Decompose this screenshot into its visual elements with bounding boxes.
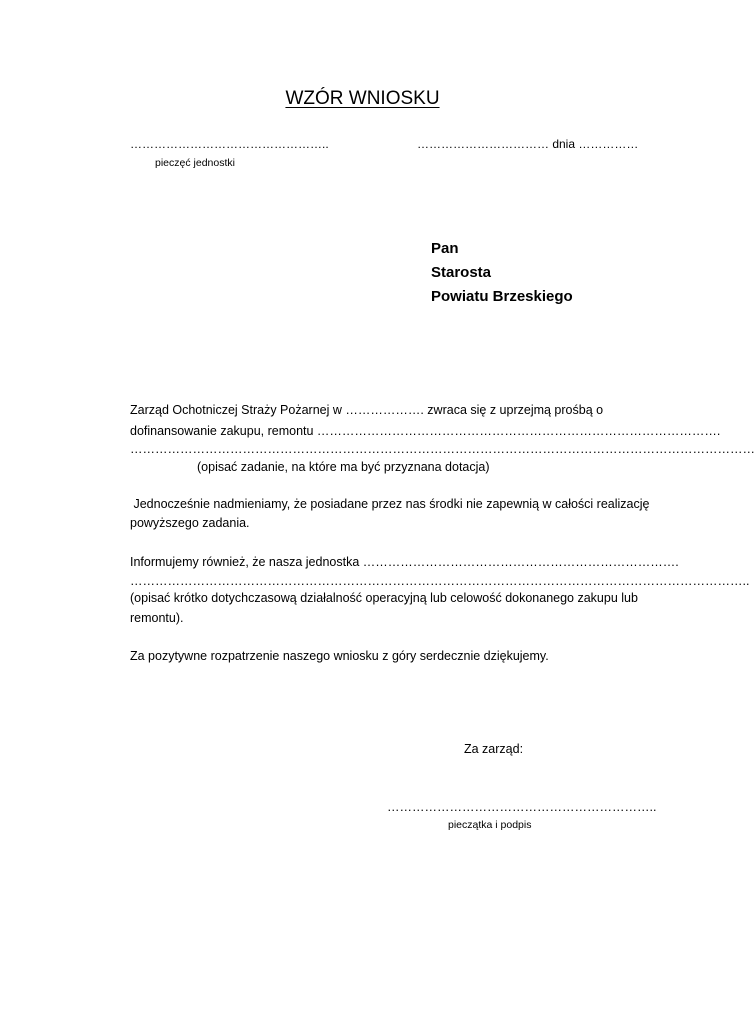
para1-line-2: dofinansowanie zakupu, remontu ……………………………………………………………………………………. [130,424,721,438]
para3-line-1: Informujemy również, że nasza jednostka …………………………………………………………………. [130,555,679,569]
signature-line: ……………………………………………………….. [387,800,657,814]
para2-line-2: powyższego zadania. [130,516,250,530]
para1-line-1: Zarząd Ochotniczej Straży Pożarnej w ………………. zwraca się z uprzejmą prośbą o [130,403,604,417]
signature-label: Za zarząd: [464,742,524,756]
para1-note: (opisać zadanie, na które ma być przyznana dotacja) [197,460,490,474]
para4: Za pozytywne rozpatrzenie naszego wniosku z góry serdecznie dziękujemy. [130,649,549,663]
stamp-line: ………………………………………….. [130,137,329,151]
para1-line-3: …………………………………………………………………………………………………………………………………… [130,442,755,456]
recipient-line-1: Pan [431,240,459,257]
stamp-caption: pieczęć jednostki [155,157,235,169]
para3-line-4: remontu). [130,611,184,625]
recipient-line-2: Starosta [431,264,492,281]
para3-line-2: ………………………………………………………………………………………………………………………………….. [130,574,750,588]
para2-line-1: Jednocześnie nadmieniamy, że posiadane przez nas środki nie zapewnią w całości realizację [130,497,650,511]
date-line: …………………………… dnia …………… [417,137,639,151]
signature-caption: pieczątka i podpis [448,819,532,831]
para3-line-3: (opisać krótko dotychczasową działalność operacyjną lub celowość dokonanego zakupu lub [130,591,638,605]
document-title: WZÓR WNIOSKU [285,88,440,109]
recipient-line-3: Powiatu Brzeskiego [431,288,573,305]
